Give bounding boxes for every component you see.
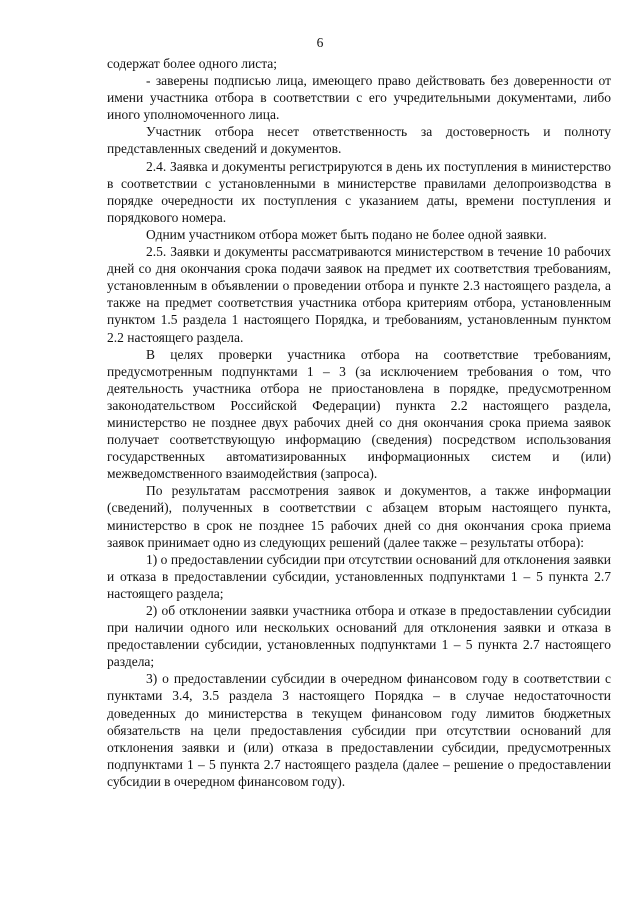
paragraph-5: Одним участником отбора может быть подано не более одной заявки. (146, 226, 547, 242)
paragraph-2: - заверены подписью лица, имеющего право действовать без доверенности от имени участника отбора в соответствии с его учредительными документами, либо иного уполномоченного лица. (107, 73, 611, 123)
document-body (107, 55, 611, 790)
paragraph-7: В целях проверки участника отбора на соответствие требованиям, предусмотренным подпунктами 1 – 3 (за исключением требования о том, что деятельность участника отбора не приостановлена в порядке, предусмотренном законодательством Российской Федерации) пункта 2.2 настоящего раздела, министерство не позднее двух рабочих дней со дня окончания срока приема заявок получает соответствующую информацию (сведения) посредством использования государственных автоматизированных информационных систем и (или) межведомственного взаимодействия (запроса). (107, 346, 611, 482)
paragraph-1: содержат более одного листа; (107, 56, 278, 71)
paragraph-9: 1) о предоставлении субсидии при отсутствии оснований для отклонения заявки и отказа в предоставлении субсидии, установленных подпунктами 1 – 5 пункта 2.7 настоящего раздела; (107, 551, 611, 601)
paragraph-10: 2) об отклонении заявки участника отбора и отказе в предоставлении субсидии при наличии одного или нескольких оснований для отклонения заявки и отказа в предоставлении субсидии, установленных подпунктами 1 – 5 пункта 2.7 настоящего раздела; (107, 603, 611, 670)
paragraph-8: По результатам рассмотрения заявок и документов, а также информации (сведений), полученных в соответствии с абзацем вторым настоящего пункта, министерство в срок не позднее 15 рабочих дней со дня окончания срока приема заявок принимает одно из следующих решений (далее также – результаты отбора): (107, 483, 611, 550)
paragraph-4: 2.4. Заявка и документы регистрируются в день их поступления в министерство в соответствии с установленными в министерстве правилами делопроизводства в порядке очередности их поступления с указанием даты, времени поступления и порядкового номера. (107, 158, 611, 225)
paragraph-3: Участник отбора несет ответственность за достоверность и полноту представленных сведений и документов. (107, 124, 611, 157)
paragraph-11: 3) о предоставлении субсидии в очередном финансовом году в соответствии с пунктами 3.4, 3.5 раздела 3 настоящего Порядка – в случае недостаточности доведенных до министерства в текущем финансовом году лимитов бюджетных обязательств на цели предоставления субсидии при отсутствии оснований для отклонения заявки и (или) отказа в предоставлении субсидии, предусмотренных подпунктами 1 – 5 пункта 2.7 настоящего раздела (далее – решение о предоставлении субсидии в очередном финансовом году). (107, 671, 611, 789)
paragraph-6: 2.5. Заявки и документы рассматриваются министерством в течение 10 рабочих дней со дня окончания срока подачи заявок на предмет их соответствия требованиям, установленным в объявлении о проведении отбора и пункте 2.3 настоящего раздела, а также на предмет соответствия участника отбора критериям отбора, установленным пунктом 1.5 раздела 1 настоящего Порядка, и требованиям, установленным пунктом 2.2 настоящего раздела. (107, 244, 611, 345)
page-number: 6 (316, 35, 324, 50)
